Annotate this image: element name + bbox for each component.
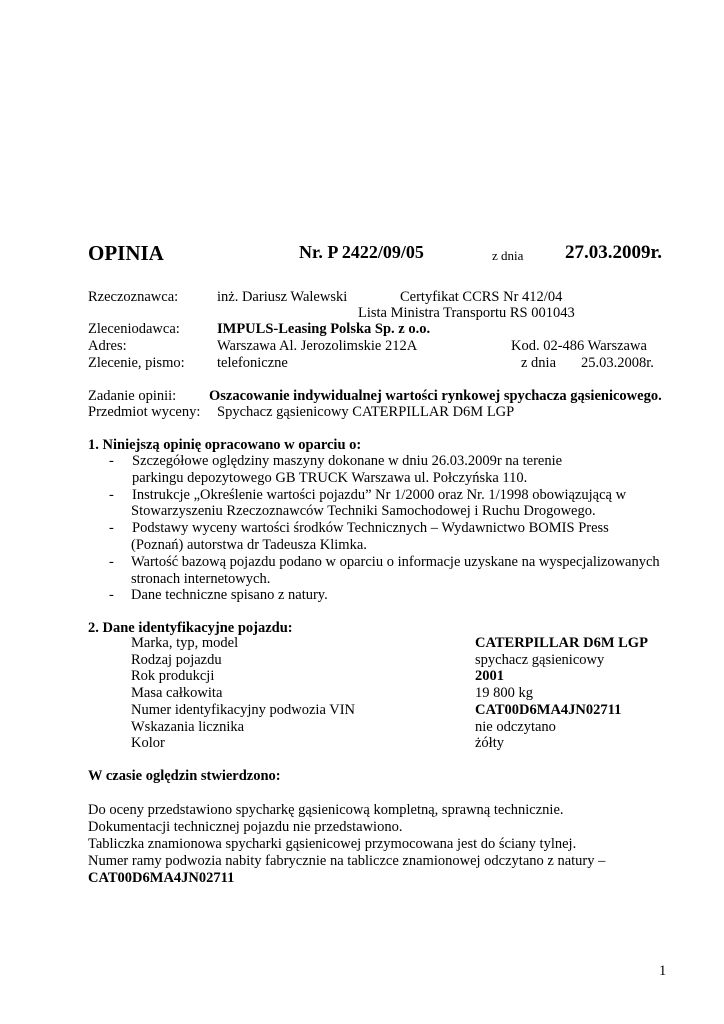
document-title: OPINIA (88, 241, 164, 265)
address-label: Adres: (88, 338, 127, 354)
address: Warszawa Al. Jerozolimskie 212A (217, 338, 418, 354)
findings-heading: W czasie oględzin stwierdzono: (88, 768, 281, 784)
list-item-text-cont: (Poznań) autorstwa dr Tadeusza Klimka. (131, 537, 367, 553)
findings-line: Tabliczka znamionowa spycharki gąsienicowej przymocowana jest do ściany tylnej. (88, 836, 577, 852)
section2-heading: 2. Dane identyfikacyjne pojazdu: (88, 620, 293, 636)
findings-line: Dokumentacji technicznej pojazdu nie przedstawiono. (88, 819, 403, 835)
vehicle-field-value: 19 800 kg (475, 685, 533, 701)
date-prefix: z dnia (492, 248, 524, 263)
list-item-dash: - (109, 453, 114, 469)
vehicle-field-label: Rok produkcji (131, 668, 215, 684)
order-label: Zlecenie, pismo: (88, 355, 185, 371)
vehicle-field-label: Wskazania licznika (131, 719, 245, 735)
ministry-list: Lista Ministra Transportu RS 001043 (358, 305, 575, 321)
vehicle-field-value: spychacz gąsienicowy (475, 652, 605, 668)
findings-line: Numer ramy podwozia nabity fabrycznie na tabliczce znamionowej odczytano z natury – (88, 853, 606, 869)
vehicle-field-value: 2001 (475, 668, 504, 684)
list-item-text: Szczegółowe oględziny maszyny dokonane w dniu 26.03.2009r na terenie (132, 453, 563, 469)
list-item-text: Instrukcje „Określenie wartości pojazdu” Nr 1/2000 oraz Nr. 1/1998 obowiązującą w (132, 487, 627, 503)
list-item-dash: - (109, 587, 114, 603)
page-number: 1 (659, 963, 667, 979)
postal-code: Kod. 02-486 Warszawa (511, 338, 647, 354)
list-item-dash: - (109, 487, 114, 503)
task-label: Zadanie opinii: (88, 388, 177, 404)
vehicle-field-label: Marka, typ, model (131, 635, 239, 651)
client-label: Zleceniodawca: (88, 321, 180, 337)
order-date: 25.03.2008r. (581, 355, 654, 371)
subject-value: Spychacz gąsienicowy CATERPILLAR D6M LGP (217, 404, 515, 420)
list-item-text: Dane techniczne spisano z natury. (131, 587, 328, 603)
vehicle-field-value: CAT00D6MA4JN02711 (475, 702, 622, 718)
section1-heading: 1. Niniejszą opinię opracowano w oparciu o: (88, 437, 362, 453)
frame-number: CAT00D6MA4JN02711 (88, 870, 235, 886)
list-item-text: Podstawy wyceny wartości środków Technicznych – Wydawnictwo BOMIS Press (132, 520, 609, 536)
vehicle-field-value: nie odczytano (475, 719, 556, 735)
list-item-text-cont: Stowarzyszeniu Rzeczoznawców Techniki Samochodowej i Ruchu Drogowego. (131, 503, 596, 519)
task-value: Oszacowanie indywidualnej wartości rynkowej spychacza gąsienicowego. (209, 388, 662, 404)
list-item-text-cont: stronach internetowych. (131, 571, 271, 587)
vehicle-field-label: Rodzaj pojazdu (131, 652, 222, 668)
vehicle-field-label: Masa całkowita (131, 685, 223, 701)
opinion-number: Nr. P 2422/09/05 (299, 242, 424, 262)
findings-line: Do oceny przedstawiono spycharkę gąsienicową kompletną, sprawną technicznie. (88, 802, 564, 818)
subject-label: Przedmiot wyceny: (88, 404, 201, 420)
order-value: telefoniczne (217, 355, 288, 371)
expert-name: inż. Dariusz Walewski (217, 289, 348, 305)
order-date-prefix: z dnia (521, 355, 557, 371)
vehicle-field-label: Numer identyfikacyjny podwozia VIN (131, 702, 356, 718)
vehicle-field-value: żółty (475, 735, 504, 751)
certificate: Certyfikat CCRS Nr 412/04 (400, 289, 563, 305)
client-name: IMPULS-Leasing Polska Sp. z o.o. (217, 321, 431, 337)
opinion-date: 27.03.2009r. (565, 242, 662, 263)
expert-label: Rzeczoznawca: (88, 289, 179, 305)
list-item-dash: - (109, 520, 114, 536)
list-item-text-cont: parkingu depozytowego GB TRUCK Warszawa ul. Połczyńska 110. (132, 470, 528, 486)
list-item-text: Wartość bazową pojazdu podano w oparciu o informacje uzyskane na wyspecjalizowanych (131, 554, 660, 570)
vehicle-field-value: CATERPILLAR D6M LGP (475, 635, 648, 651)
list-item-dash: - (109, 554, 114, 570)
vehicle-field-label: Kolor (131, 735, 165, 751)
